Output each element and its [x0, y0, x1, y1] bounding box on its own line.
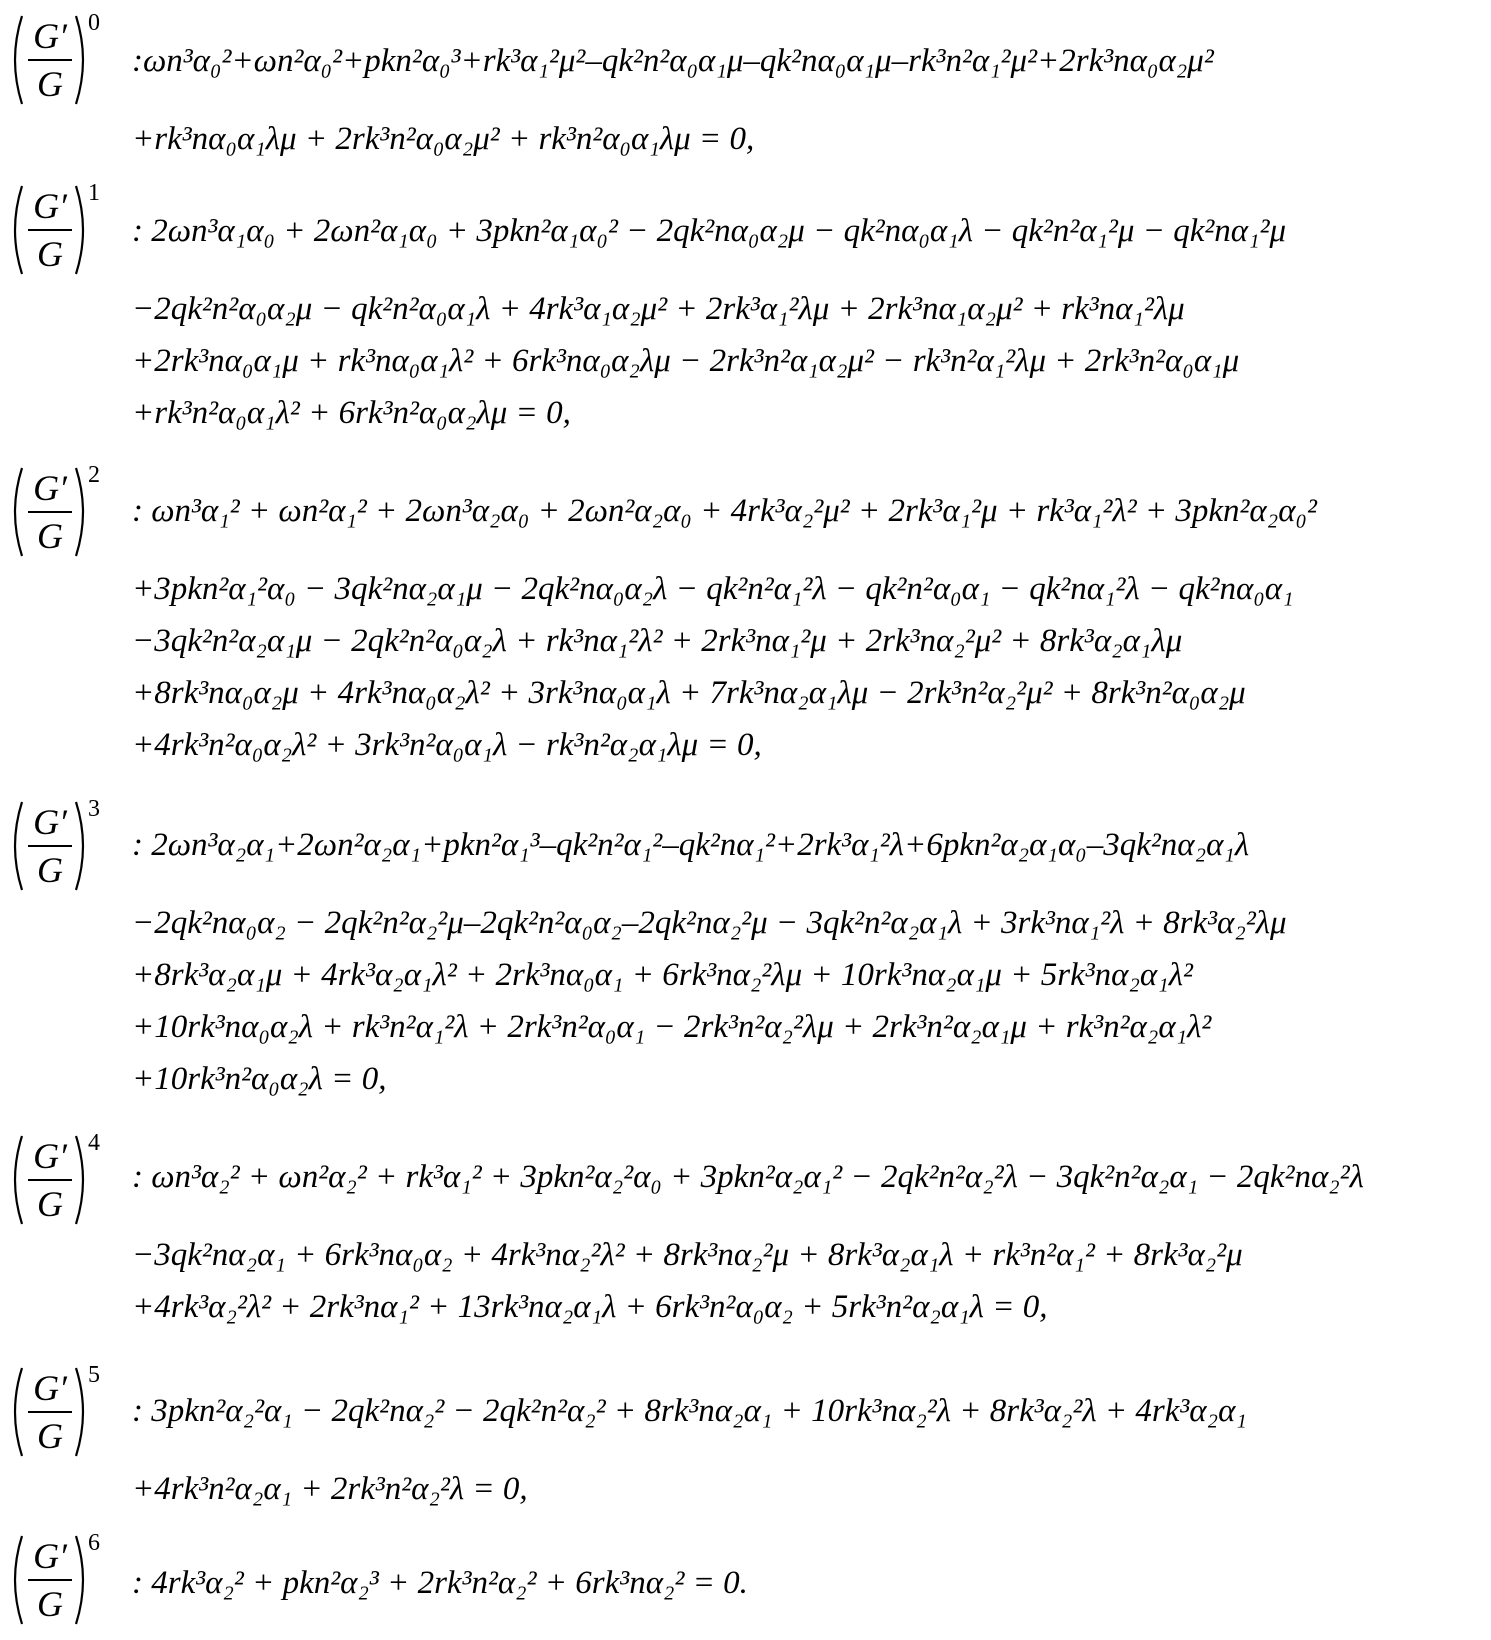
fraction-denominator: G: [37, 516, 63, 556]
equation-line: −2qk²nα₀α₂ − 2qk²n²α₂²μ–2qk²n²α₀α₂–2qk²nα₂²μ − 3qk²n²α₂α₁λ + 3rk³nα₁²λ + 8rk³α₂²λμ: [132, 905, 1287, 941]
bracketed-fraction-6: [6, 1530, 101, 1630]
bracketed-fraction-4: [6, 1130, 101, 1230]
fraction-exponent: 6: [88, 1530, 100, 1556]
equation-line: +2rk³nα₀α₁μ + rk³nα₀α₁λ² + 6rk³nα₀α₂λμ − 2rk³n²α₁α₂μ² − rk³n²α₁²λμ + 2rk³n²α₀α₁μ: [132, 343, 1240, 379]
equation-line: : ωn³α₂² + ωn²α₂² + rk³α₁² + 3pkn²α₂²α₀ + 3pkn²α₂α₁² − 2qk²n²α₂²λ − 3qk²n²α₂α₁ − 2qk²nα₂²λ: [132, 1159, 1364, 1195]
fraction-power-4: [6, 1130, 101, 1240]
fraction-power-0: [6, 10, 101, 120]
equation-line: : 2ωn³α₂α₁+2ωn²α₂α₁+pkn²α₁³–qk²n²α₁²–qk²nα₁²+2rk³α₁²λ+6pkn²α₂α₁α₀–3qk²nα₂α₁λ: [132, 827, 1250, 863]
equation-line: +10rk³n²α₀α₂λ = 0,: [132, 1061, 387, 1097]
equation-line: : 3pkn²α₂²α₁ − 2qk²nα₂² − 2qk²n²α₂² + 8rk³nα₂α₁ + 10rk³nα₂²λ + 8rk³α₂²λ + 4rk³α₂α₁: [132, 1393, 1247, 1429]
fraction-exponent: 3: [88, 796, 100, 822]
fraction-denominator: G: [37, 234, 63, 274]
fraction-power-2: [6, 462, 101, 572]
fraction-numerator: G′: [33, 1368, 67, 1408]
bracketed-fraction-5: [6, 1362, 101, 1462]
equation-line: −3qk²n²α₂α₁μ − 2qk²n²α₀α₂λ + rk³nα₁²λ² + 2rk³nα₁²μ + 2rk³nα₂²μ² + 8rk³α₂α₁λμ: [132, 623, 1183, 659]
fraction-exponent: 2: [88, 462, 100, 488]
fraction-numerator: G′: [33, 186, 67, 226]
equation-line: +4rk³n²α₂α₁ + 2rk³n²α₂²λ = 0,: [132, 1471, 528, 1507]
fraction-denominator: G: [37, 1416, 63, 1456]
equation-line: −3qk²nα₂α₁ + 6rk³nα₀α₂ + 4rk³nα₂²λ² + 8rk³nα₂²μ + 8rk³α₂α₁λ + rk³n²α₁² + 8rk³α₂²μ: [132, 1237, 1243, 1273]
fraction-denominator: G: [37, 1184, 63, 1224]
equation-line: +8rk³α₂α₁μ + 4rk³α₂α₁λ² + 2rk³nα₀α₁ + 6rk³nα₂²λμ + 10rk³nα₂α₁μ + 5rk³nα₂α₁λ²: [132, 957, 1193, 993]
fraction-denominator: G: [37, 64, 63, 104]
bracketed-fraction-3: [6, 796, 101, 896]
equation-line: +3pkn²α₁²α₀ − 3qk²nα₂α₁μ − 2qk²nα₀α₂λ − qk²n²α₁²λ − qk²n²α₀α₁ − qk²nα₁²λ − qk²nα₀α₁: [132, 571, 1294, 607]
equation-line: +4rk³α₂²λ² + 2rk³nα₁² + 13rk³nα₂α₁λ + 6rk³n²α₀α₂ + 5rk³n²α₂α₁λ = 0,: [132, 1289, 1048, 1325]
equation-line: +rk³nα₀α₁λμ + 2rk³n²α₀α₂μ² + rk³n²α₀α₁λμ = 0,: [132, 121, 755, 157]
equation-line: : 4rk³α₂² + pkn²α₂³ + 2rk³n²α₂² + 6rk³nα₂² = 0.: [132, 1565, 748, 1601]
fraction-denominator: G: [37, 1584, 63, 1624]
fraction-power-1: [6, 180, 101, 290]
equation-line: +8rk³nα₀α₂μ + 4rk³nα₀α₂λ² + 3rk³nα₀α₁λ + 7rk³nα₂α₁λμ − 2rk³n²α₂²μ² + 8rk³n²α₀α₂μ: [132, 675, 1246, 711]
fraction-denominator: G: [37, 850, 63, 890]
fraction-numerator: G′: [33, 1536, 67, 1576]
equation-line: +rk³n²α₀α₁λ² + 6rk³n²α₀α₂λμ = 0,: [132, 395, 571, 431]
bracketed-fraction-2: [6, 462, 101, 562]
fraction-power-3: [6, 796, 101, 906]
fraction-power-6: [6, 1530, 101, 1640]
equation-line: : ωn³α₁² + ωn²α₁² + 2ωn³α₂α₀ + 2ωn²α₂α₀ + 4rk³α₂²μ² + 2rk³α₁²μ + rk³α₁²λ² + 3pkn²α₂α₀²: [132, 493, 1317, 529]
fraction-numerator: G′: [33, 468, 67, 508]
fraction-numerator: G′: [33, 16, 67, 56]
equation-line: :ωn³α₀²+ωn²α₀²+pkn²α₀³+rk³α₁²μ²–qk²n²α₀α₁μ–qk²nα₀α₁μ–rk³n²α₁²μ²+2rk³nα₀α₂μ²: [132, 43, 1214, 79]
equation-line: −2qk²n²α₀α₂μ − qk²n²α₀α₁λ + 4rk³α₁α₂μ² + 2rk³α₁²λμ + 2rk³nα₁α₂μ² + rk³nα₁²λμ: [132, 291, 1185, 327]
fraction-exponent: 5: [88, 1362, 100, 1388]
fraction-exponent: 1: [88, 180, 100, 206]
fraction-numerator: G′: [33, 1136, 67, 1176]
fraction-exponent: 4: [88, 1130, 100, 1156]
bracketed-fraction-0: [6, 10, 101, 110]
equation-line: +4rk³n²α₀α₂λ² + 3rk³n²α₀α₁λ − rk³n²α₂α₁λμ = 0,: [132, 727, 762, 763]
equation-line: : 2ωn³α₁α₀ + 2ωn²α₁α₀ + 3pkn²α₁α₀² − 2qk²nα₀α₂μ − qk²nα₀α₁λ − qk²n²α₁²μ − qk²nα₁²μ: [132, 213, 1287, 249]
equation-line: +10rk³nα₀α₂λ + rk³n²α₁²λ + 2rk³n²α₀α₁ − 2rk³n²α₂²λμ + 2rk³n²α₂α₁μ + rk³n²α₂α₁λ²: [132, 1009, 1212, 1045]
fraction-power-5: [6, 1362, 101, 1472]
fraction-exponent: 0: [88, 10, 100, 36]
bracketed-fraction-1: [6, 180, 101, 280]
fraction-numerator: G′: [33, 802, 67, 842]
